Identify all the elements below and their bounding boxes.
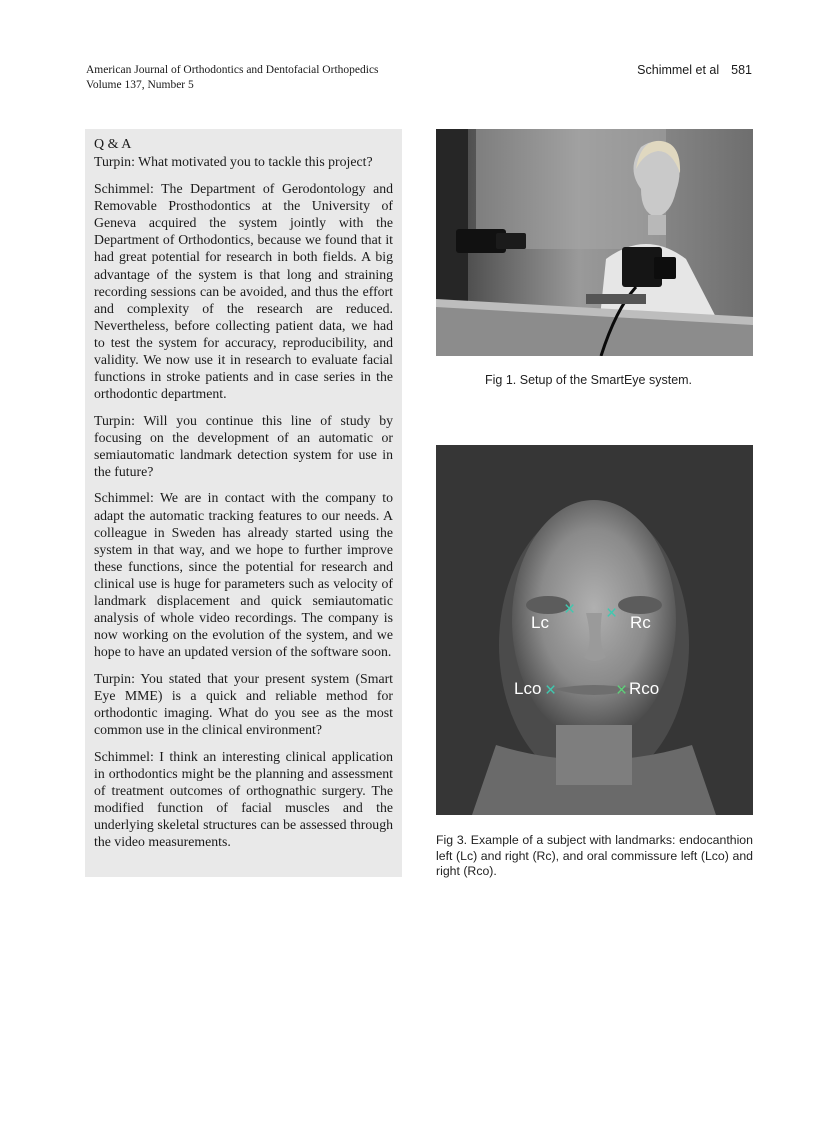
label-lc: Lc <box>531 613 549 632</box>
label-rc: Rc <box>630 613 651 632</box>
figure-1-photo <box>436 129 753 356</box>
label-rco: Rco <box>629 679 660 698</box>
figure-1-caption: Fig 1. Setup of the SmartEye system. <box>485 373 693 387</box>
marker-lc: × <box>564 599 576 620</box>
qa-title: Q & A <box>94 137 132 152</box>
running-header <box>86 63 379 93</box>
journal-name: American Journal of Orthodontics and Dentofacial Orthopedics <box>86 64 379 76</box>
author-header: Schimmel et al <box>637 63 720 77</box>
face-landmarks-illustration <box>436 445 753 815</box>
figure-3-photo <box>436 445 753 815</box>
qa-paragraph: Schimmel: I think an interesting clinical application in orthodontics might be the planning and assessment of treatment outcomes of orthognathic surgery. The modified function of facial muscles and the underlying skeletal structures can be assessed through the video measurements. <box>94 748 393 850</box>
qa-paragraph: Turpin: What motivated you to tackle this project? <box>94 154 373 169</box>
page-number: 581 <box>731 63 752 77</box>
figure-3-caption: Fig 3. Example of a subject with landmarks: endocanthion left (Lc) and right (Rc), and oral commissure left (Lco) and right (Rco). <box>436 833 753 879</box>
qa-paragraph: Turpin: You stated that your present system (Smart Eye MME) is a quick and reliable method for orthodontic imaging. What do you see as the most common use in the clinical environment? <box>94 670 393 738</box>
marker-lco: × <box>545 680 557 701</box>
qa-paragraph: Turpin: Will you continue this line of study by focusing on the development of an automatic or semiautomatic landmark detection system for use in the future? <box>94 412 393 479</box>
qa-box <box>85 129 402 877</box>
journal-volume: Volume 137, Number 5 <box>86 79 194 91</box>
qa-paragraph: Schimmel: We are in contact with the company to adapt the automatic tracking features to our needs. A colleague in Sweden has already started using the system in that way, and we hope to further improve these functions, since the potential for research and clinical use is huge for parameters such as velocity of landmark displacement and quick semiautomatic analysis of whole video recordings. The company is now working on the evolution of the system, and we hope to have an updated version of the software soon. <box>94 490 393 660</box>
marker-rc: × <box>606 603 618 624</box>
smarteye-setup-illustration <box>436 129 753 356</box>
label-lco: Lco <box>514 679 542 698</box>
qa-paragraph: Schimmel: The Department of Gerodontology and Removable Prosthodontics at the University of Geneva acquired the system jointly with the Department of Orthodontics, because we found that it had great potential for research in both fields. A big advantage of the system is that long and straining recording sessions can be avoided, and thus the effort and complexity of the research are reduced. Nevertheless, before collecting patient data, we had to test the system for accuracy, reproducibility, and validity. We now use it in research to evaluate facial functions in stroke patients and in case series in the orthodontic department. <box>94 181 393 402</box>
marker-rco: × <box>616 680 628 701</box>
page-header-right <box>637 63 752 78</box>
